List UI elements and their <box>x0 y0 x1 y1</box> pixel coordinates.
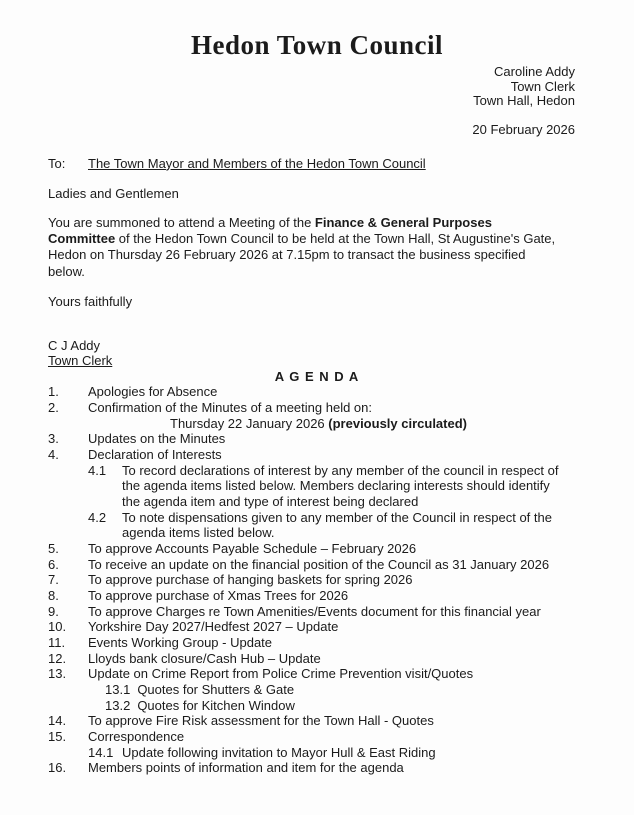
text-run: Correspondence <box>88 728 185 744</box>
text-run: Confirmation of the Minutes of a meeting held on: <box>88 400 372 416</box>
agenda-item-number: 12. <box>48 650 67 666</box>
text-run: Updates on the Minutes <box>88 431 226 447</box>
agenda-item <box>170 416 570 432</box>
sender-address-block <box>48 65 575 109</box>
text-run: To receive an update on the financial position of the Council as 31 January 2026 <box>88 556 550 572</box>
agenda-item-number: 3. <box>48 431 59 447</box>
agenda-item-number: 10. <box>48 619 67 635</box>
agenda-item-number: 1. <box>48 384 59 400</box>
agenda-item-text <box>88 666 570 682</box>
agenda-item-number: 4.1 <box>88 462 107 478</box>
agenda-item <box>48 557 570 573</box>
sender-line: Town Clerk <box>510 78 575 94</box>
page-title: Hedon Town Council <box>190 30 444 60</box>
agenda-item-number: 11. <box>48 634 66 650</box>
sender-line: Caroline Addy <box>494 64 575 79</box>
agenda-item-number: 13.1 <box>105 681 131 697</box>
agenda-item-text <box>88 541 570 557</box>
text-run: To approve purchase of hanging baskets for spring 2026 <box>88 572 413 588</box>
agenda-item-text <box>122 510 570 541</box>
agenda-item-number: 4. <box>48 447 59 463</box>
agenda-item <box>88 510 570 541</box>
agenda-item-number: 7. <box>48 572 59 588</box>
agenda-item <box>105 698 570 714</box>
closing-line: Yours faithfully <box>48 293 133 309</box>
agenda-heading: A G E N D A <box>274 368 360 384</box>
agenda-item-text <box>88 400 570 416</box>
summons-paragraph <box>48 215 560 280</box>
text-run: To note dispensations given to any member of the Council in respect of the agenda items listed below. <box>122 509 552 541</box>
agenda-item-number: 15. <box>48 728 67 744</box>
agenda-item-number: 8. <box>48 588 59 603</box>
agenda-item-text <box>88 729 570 745</box>
agenda-item-text <box>88 572 570 588</box>
text-run: Quotes for Shutters & Gate <box>137 681 295 697</box>
agenda-item-text <box>88 447 570 463</box>
bold-text-run: Finance & General Purposes Committee <box>48 214 492 247</box>
to-label: To: <box>48 155 66 171</box>
text-run: Quotes for Kitchen Window <box>137 697 295 713</box>
agenda-item-text <box>170 416 570 432</box>
agenda-item <box>48 666 570 682</box>
agenda-item-text <box>137 698 570 714</box>
text-run: Yorkshire Day 2027/Hedfest 2027 – Update <box>88 619 339 635</box>
agenda-item-number: 6. <box>48 556 59 572</box>
agenda-item-number: 4.2 <box>88 509 107 525</box>
agenda-item <box>48 635 570 651</box>
agenda-item-text <box>88 713 570 729</box>
agenda-list <box>48 384 570 775</box>
signature-title: Town Clerk <box>48 353 113 369</box>
agenda-item-number: 5. <box>48 541 59 557</box>
text-run: of the Hedon Town Council to be held at the Town Hall, St Augustine's Gate, Hedon on Thursday 26 February 2026 at 7.15pm to transact the business specified below. <box>48 231 556 279</box>
text-run: Apologies for Absence <box>88 384 218 400</box>
text-run: To record declarations of interest by any member of the council in respect of the agenda items listed below. Members declaring interests should identify the agenda item and type of interest being declared <box>122 462 559 510</box>
agenda-item <box>48 651 570 667</box>
text-run: Update following invitation to Mayor Hull & East Riding <box>122 744 436 760</box>
agenda-item <box>88 463 570 510</box>
agenda-item <box>48 447 570 463</box>
agenda-item-number: 13.2 <box>105 697 131 713</box>
text-run: Update on Crime Report from Police Crime Prevention visit/Quotes <box>88 666 474 682</box>
agenda-item-text <box>88 431 570 447</box>
text-run: To approve purchase of Xmas Trees for 2026 <box>88 588 349 603</box>
agenda-item-text <box>88 635 570 651</box>
agenda-item <box>48 619 570 635</box>
letter-date: 20 February 2026 <box>472 121 575 137</box>
text-run: To approve Accounts Payable Schedule – February 2026 <box>88 541 417 557</box>
agenda-item <box>48 541 570 557</box>
text-run: Members points of information and item for the agenda <box>88 760 404 776</box>
recipient-name: The Town Mayor and Members of the Hedon Town Council <box>88 155 426 171</box>
agenda-item <box>48 729 570 745</box>
agenda-item <box>48 760 570 776</box>
recipient-line <box>48 156 570 171</box>
agenda-item <box>48 572 570 588</box>
agenda-item <box>48 400 570 416</box>
sender-line: Town Hall, Hedon <box>473 93 575 109</box>
agenda-item <box>48 588 570 604</box>
agenda-item <box>88 745 570 761</box>
agenda-item-text <box>137 682 570 698</box>
agenda-item-number: 14. <box>48 713 67 729</box>
bold-text-run: (previously circulated) <box>328 415 467 431</box>
agenda-item-number: 14.1 <box>88 744 114 760</box>
text-run: Thursday 22 January 2026 <box>170 415 329 431</box>
agenda-item-number: 13. <box>48 666 67 682</box>
agenda-item-text <box>88 760 570 776</box>
agenda-item <box>48 431 570 447</box>
agenda-item-text <box>88 651 570 667</box>
text-run: Lloyds bank closure/Cash Hub – Update <box>88 650 321 666</box>
agenda-item-text <box>88 588 570 604</box>
agenda-item-number: 9. <box>48 603 59 619</box>
text-run: You are summoned to attend a Meeting of the <box>48 214 315 230</box>
agenda-item-text <box>88 604 570 620</box>
agenda-item-text <box>88 384 570 400</box>
agenda-item-text <box>122 745 570 761</box>
text-run: To approve Fire Risk assessment for the Town Hall - Quotes <box>88 713 434 729</box>
agenda-item-number: 16. <box>48 760 67 776</box>
salutation: Ladies and Gentlemen <box>48 185 179 201</box>
text-run: To approve Charges re Town Amenities/Events document for this financial year <box>88 603 541 619</box>
text-run: Declaration of Interests <box>88 447 222 463</box>
agenda-item <box>48 384 570 400</box>
agenda-item-text <box>122 463 570 510</box>
agenda-item <box>48 604 570 620</box>
agenda-item <box>48 713 570 729</box>
agenda-item-text <box>88 619 570 635</box>
agenda-item-text <box>88 557 570 573</box>
signature-name: C J Addy <box>48 337 101 353</box>
agenda-item <box>105 682 570 698</box>
text-run: Events Working Group - Update <box>88 634 273 650</box>
agenda-item-number: 2. <box>48 400 59 416</box>
